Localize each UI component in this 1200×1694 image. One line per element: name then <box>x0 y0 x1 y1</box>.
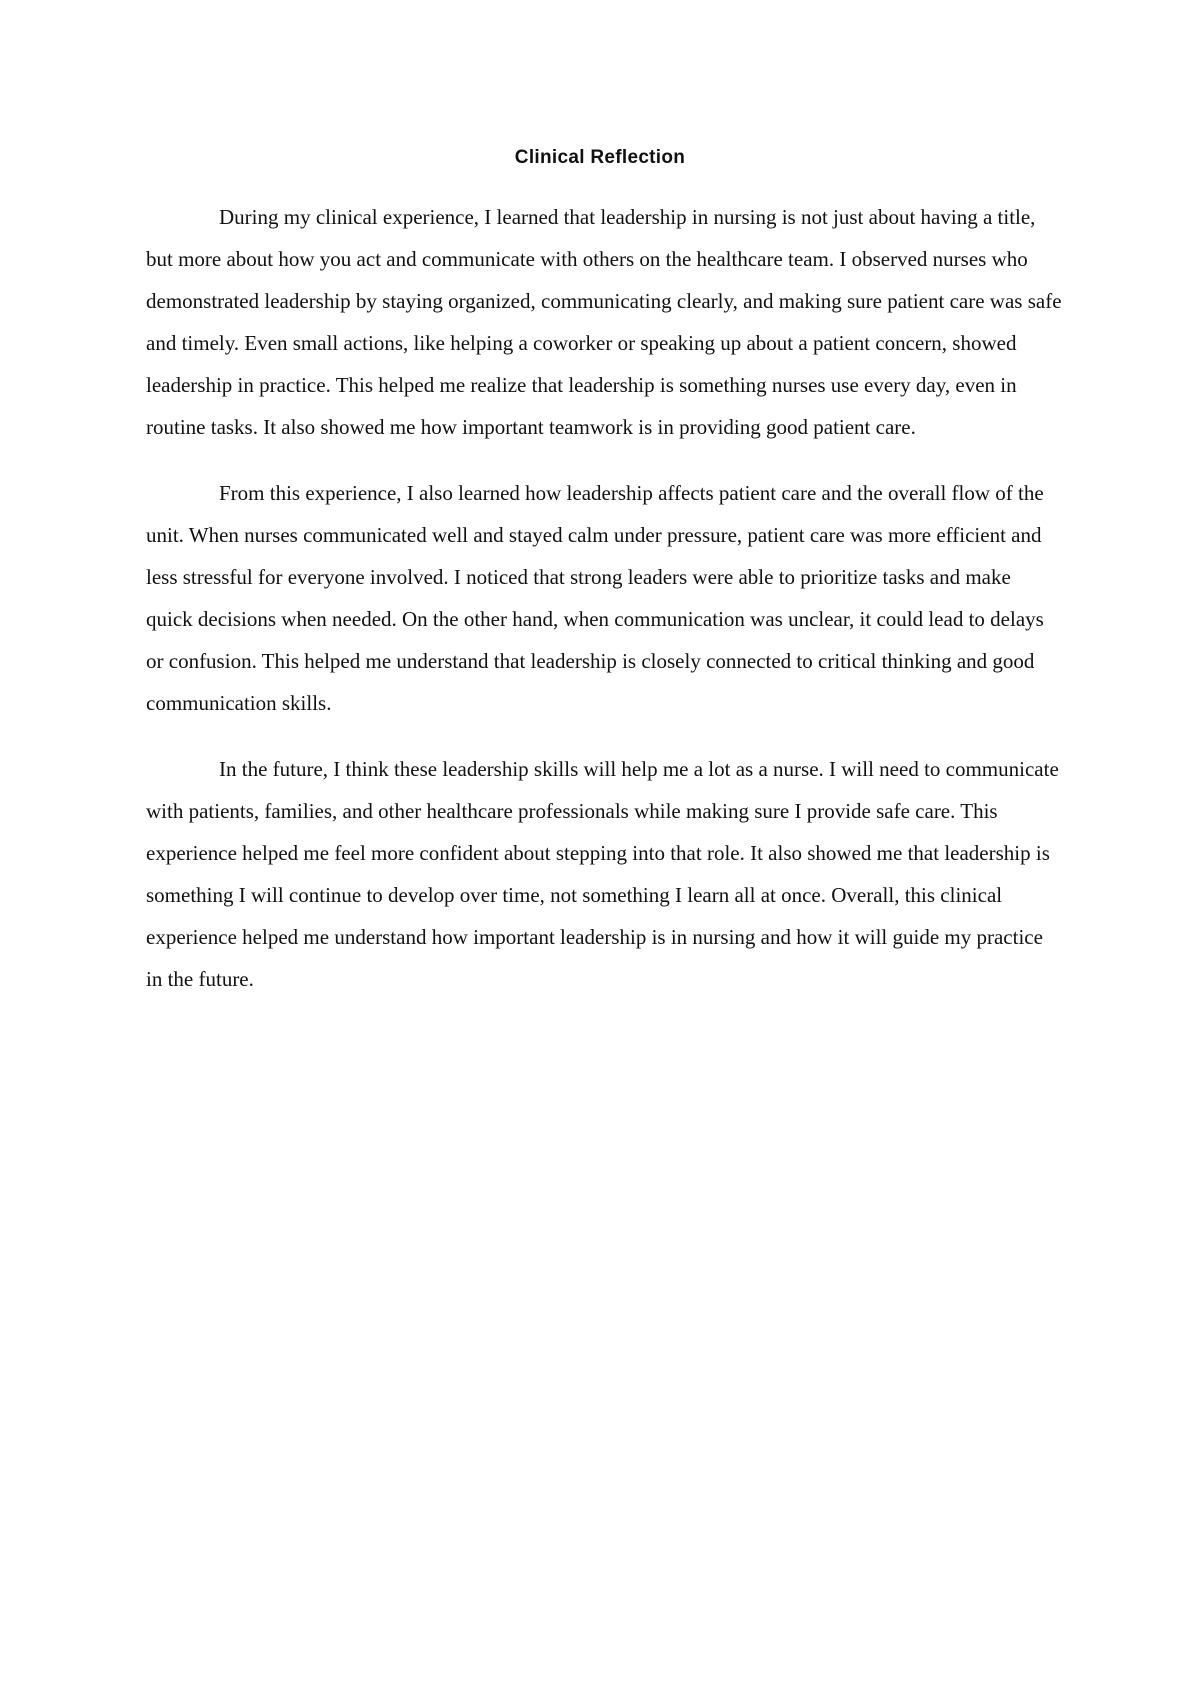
document-body <box>146 196 1062 1024</box>
document-title: Clinical Reflection <box>514 147 686 168</box>
paragraph-2: From this experience, I also learned how leadership affects patient care and the overall flow of the unit. When nurses communicated well and stayed calm under pressure, patient care was more efficient and less stressful for everyone involved. I noticed that strong leaders were able to prioritize tasks and make quick decisions when needed. On the other hand, when communication was unclear, it could lead to delays or confusion. This helped me understand that leadership is closely connected to critical thinking and good communication skills. <box>146 481 1044 715</box>
paragraph-1: During my clinical experience, I learned that leadership in nursing is not just about having a title, but more about how you act and communicate with others on the healthcare team. I observed nurses who demonstrated leadership by staying organized, communicating clearly, and making sure patient care was safe and timely. Even small actions, like helping a coworker or speaking up about a patient concern, showed leadership in practice. This helped me realize that leadership is something nurses use every day, even in routine tasks. It also showed me how important teamwork is in providing good patient care. <box>146 205 1062 439</box>
paragraph-3: In the future, I think these leadership skills will help me a lot as a nurse. I will need to communicate with patients, families, and other healthcare professionals while making sure I provide safe care. This experience helped me feel more confident about stepping into that role. It also showed me that leadership is something I will continue to develop over time, not something I learn all at once. Overall, this clinical experience helped me understand how important leadership is in nursing and how it will guide my practice in the future. <box>146 757 1059 991</box>
